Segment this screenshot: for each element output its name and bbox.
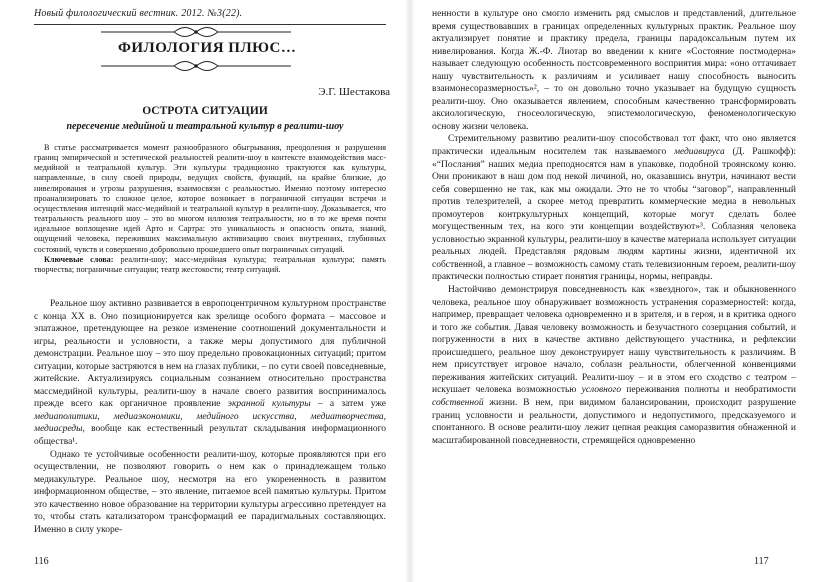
article-author: Э.Г. Шестакова <box>318 86 390 98</box>
paragraph <box>432 133 796 284</box>
italic-run: медиавируса <box>673 147 725 158</box>
article-title: ОСТРОТА СИТУАЦИИ <box>142 105 268 117</box>
ornament-top-icon <box>96 26 296 38</box>
text-run: жизни. В нем, при видимом балансировании, происходит разрушение границ условности и реальности, допустимого и недопустимого, предсказуемого и спонтанного. В основе реалити-шоу лежит цепная реакция саморазвития обнаженной и масштабированной повседневности, стремящейся одновременно <box>432 397 796 446</box>
section-title: ФИЛОЛОГИЯ ПЛЮС… <box>118 40 297 56</box>
text-run: Стремительному развитию реалити-шоу способствовал тот факт, что оно является практически идеальным носителем так называемого <box>432 134 796 158</box>
italic-run: собственной <box>432 397 484 408</box>
text-run: Настойчиво демонстрируя повседневность как «звездного», так и обыкновенного человека, реальное шоу обнаруживает возможность устранения соразмерностей: когда, например, превращает человека одновременно и в зрителя, и в героя, и в критика одного и того же события. Давая человеку возможность и безучастного созерцания событий, и погруженности в них в качестве активно действующего участника, и рефлексии происшедшего, реальное шоу деконструирует нашу чувствительность к различиям. В нем присутствует игровое начало, соблазн реальности, облегченной конвенциями переживания житейских ситуаций. Реалити-шоу – и в этом его сходство с театром – искушает человека возможностью <box>432 285 796 396</box>
text-run: , вообще как естественный результат складывания информационного общества¹. <box>34 424 386 448</box>
right-page <box>410 0 820 582</box>
keywords <box>34 255 386 275</box>
page-number-right: 117 <box>754 556 769 567</box>
running-title: Новый филологический вестник. 2012. №3(22). <box>34 8 243 19</box>
keywords-list: реалити-шоу; масс-медийная культура; театральная культура; память творчества; пограничные ситуации; театр жестокости; театр ситуаций. <box>34 254 386 274</box>
header-rule <box>34 24 386 25</box>
ornament-bottom-icon <box>96 60 296 72</box>
italic-run: экранной культуры <box>227 399 311 410</box>
italic-run: медиаполитики, медиаэкономики, медийного искусства, медиатворчества, медиасреды <box>34 411 386 435</box>
keywords-label: Ключевые слова: <box>44 254 114 264</box>
text-run: переживания полноты и необратимости <box>621 385 796 396</box>
article-subtitle: пересечение медийной и театральной культур в реалити-шоу <box>66 121 344 132</box>
text-run: – а затем уже <box>310 399 387 410</box>
right-body-text <box>432 8 796 447</box>
paragraph: Однако те устойчивые особенности реалити-шоу, которые проявляются при его осуществлении, не позволяют говорить о нем как о принадлежащем только медиакультуре. Реальное шоу, несмотря на его укорененность в развитом информационном обществе, – это явление, питаемое всей памятью культуры. Притом это качественно новое образование на территории культуры агрессивно претендует на то, чтобы стать катализатором трансформаций ее парадигмальных составляющих. Именно в силу укоре- <box>34 449 386 535</box>
left-body-text <box>34 298 386 536</box>
text-run: (Д. Рашкофф): «“Послания” наших медиа преподносятся нам в упаковке, подобной троянскому коню. Они проникают в наш дом под некой личиной, но, оказавшись внутри, начинают вести себя совершенно не так, как мы ожидали. Это не то чтобы “заговор”, направленный против телезрителей, а скорее метод превратить коммерческие медиа в невольных промоутеров контркультурных концепций, которые могут сделать более могущественным тех, на кого эти концепции воздействуют»³. Соблазняя человека условностью экранной культуры, реалити-шоу в качестве материала использует ситуации реальных людей. Представляя рядовым людям картины жизни, идентичной их собственной, а главное – возможность самому стать телевизионным героем, реалити-шоу практически полностью стирает понятия границы, нормы, неправды. <box>432 147 797 283</box>
paragraph: ненности в культуре оно смогло изменить ряд смыслов и представлений, длительное время существовавших в границах определенных культурных практик. Реальное шоу актуализирует понятие и практику предела, границы парадоксальным путем их нивелирования. Когда Ж.-Ф. Лиотар во введении к книге «Состояние постмодерна» называет следующую особенность постсовременного восприятия мира: «оно оттачивает нашу чувствительность к различиям и усиливает нашу способность выносить взаимонесоразмерность»², – то он довольно точно указывает на будущую сущность реалити-шоу. Оно оказывается явлением, способным качественно трансформировать аксиологическую, гносеологическую, эпистемологическую, феноменологическую основу жизни человека. <box>432 9 796 132</box>
abstract <box>34 143 386 275</box>
paragraph <box>34 298 386 449</box>
page-number-left: 116 <box>34 556 49 567</box>
italic-run: условного <box>581 385 622 396</box>
text-run: Реальное шоу активно развивается в европоцентричном культурном пространстве с конца XX в. Оно позиционируется как зрелище особого формата – массовое и эпатажное, претендующее на резкое изменение соотношений документальности и игры, реальности и условности, а также меры допустимого для публичной демонстрации. Реальное шоу – это шоу предельно провокационных ситуаций; притом ситуации, которые застряются в нем на глазах публики, – по сути своей повседневные, житейские. Актуализируясь социальным сознанием относительно пространства массмедийной культуры, реалити-шоу в начале своего развития воспринималось прежде всего как органичное проявление <box>34 299 386 410</box>
paragraph <box>432 284 796 447</box>
abstract-text: В статье рассматривается момент разнообразного обыгрывания, преодоления и разрушения границ эмпирической и эстетической реальностей реалити-шоу в контексте взаимодействия масс-медийной и театральной культур. Эти культуры традиционно трактуются как культуры, направленные, в силу своей природы, ведущих свойств, функций, на крайне близкие, до нивелирования и угрозы разрушения, взаимосвязи с реальностью. Именно поэтому интересно проанализировать то сложное целое, которое возникает в пограничной ситуации встречи и осуществления интенций масс-медийной и театральной культур в реалити-шоу. Доказывается, что театральность реального шоу – это во многом иллюзия театральности, но в то же время почти идеальное воплощение идей Арто и Сартра: это уникальность и опасность опыта, знаний, ощущений человека, переживших максимальную активизацию своих внутренних, глубинных состояний, чувств и совершенно добровольно прошедшего опыт пограничных ситуаций. <box>34 143 386 254</box>
